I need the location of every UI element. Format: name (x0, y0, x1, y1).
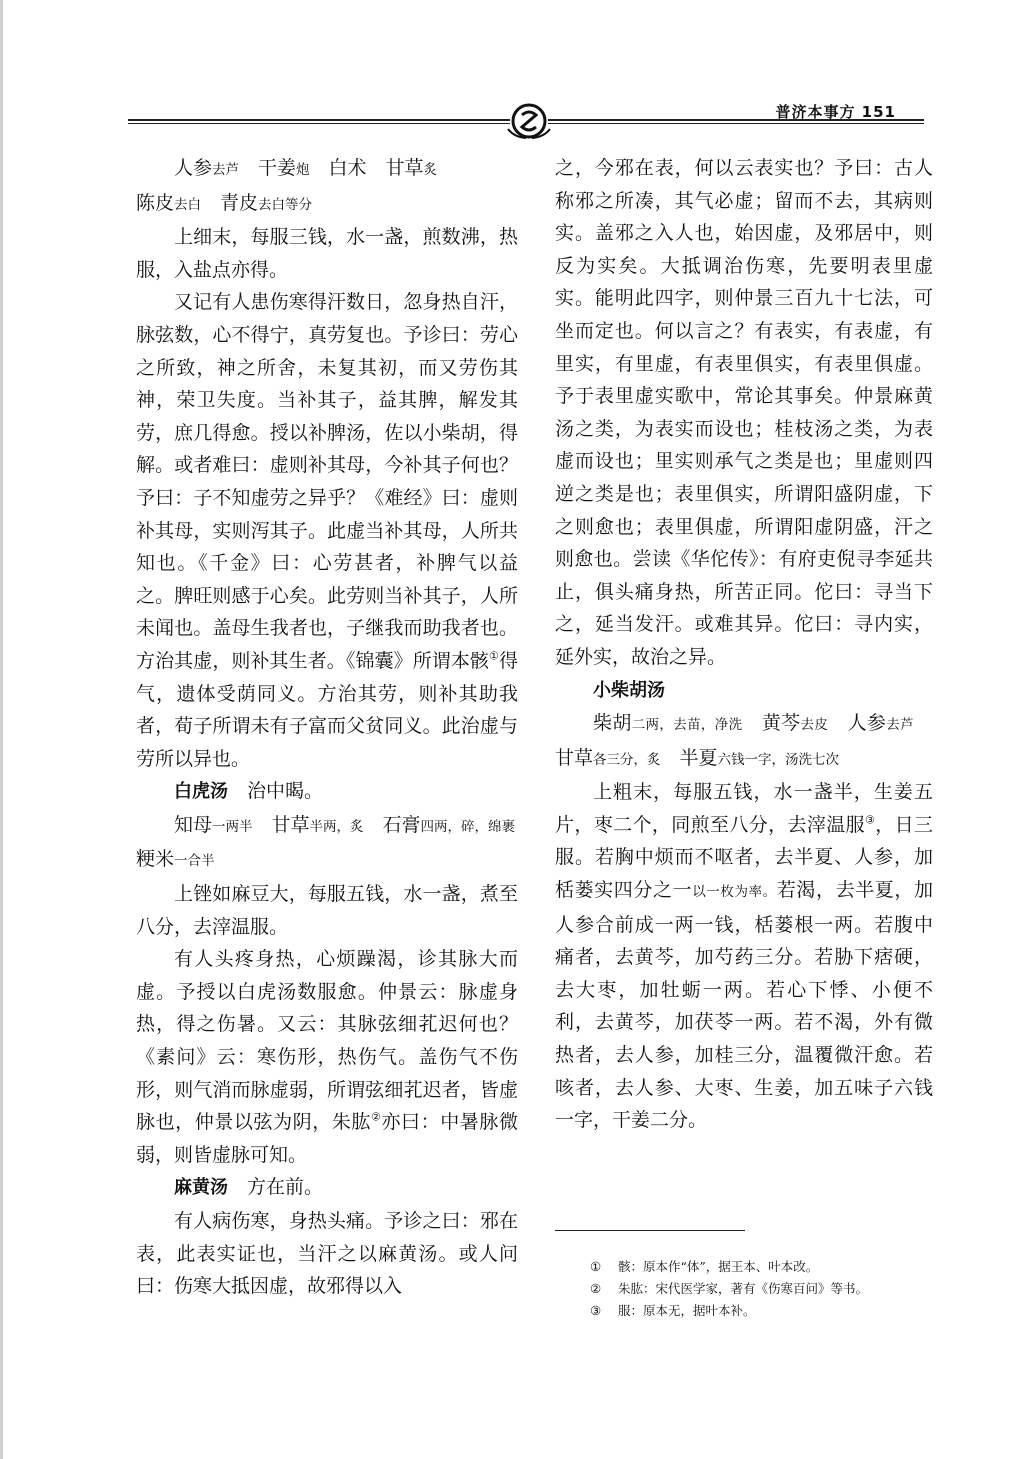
running-header: 普济本事方 151 (775, 103, 896, 121)
case-paragraph: 有人头疼身热，心烦躁渴，诊其脉大而虚。予授以白虎汤数服愈。仲景云：脉虚身热，得之伤暑。又云：其脉弦细芤迟何也？《素问》云：寒伤形，热伤气。盖伤气不伤形，则气消而脉虚弱，所谓弦细芤迟者，皆虚脉也，仲景以弦为阴，朱肱②亦曰：中暑脉微弱，则皆虚脉可知。 (136, 948, 518, 1166)
ingredient-line: 柴胡二两，去苗，净洗 黄芩去皮 人参去芦 甘草各三分，炙 半夏六钱一字，汤洗七次 (555, 712, 933, 769)
ingredient-line: 知母一两半 甘草半两，炙 石膏四两，碎，绵裹 粳米一合半 (136, 813, 535, 871)
recipe-heading: 小柴胡汤 (593, 679, 665, 701)
ingredient-line: 陈皮去白 青皮去白等分 (136, 191, 313, 214)
footnotes (590, 1256, 868, 1322)
left-column (136, 152, 535, 1303)
recipe-heading: 麻黄汤 方在前。 (174, 1176, 324, 1199)
footnote-ref[interactable]: ② (371, 1110, 382, 1124)
header-rule-left (128, 119, 510, 124)
case-paragraph: 又记有人患伤寒得汗数日，忽身热自汗，脉弦数，心不得宁，真劳复也。予诊曰：劳心之所致，神之所舍，未复其初，而又劳伤其神，荣卫失度。当补其子，益其脾，解发其劳，庶几得愈。授以补脾汤，佐以小柴胡，得解。或者难曰：虚则补其母，今补其子何也？予曰：子不知虚劳之异乎？《难经》曰：虚则补其母，实则泻其子。此虚当补其母，人所共知也。《千金》曰：心劳甚者，补脾气以益之。脾旺则感于心矣。此劳则当补其子，人所未闻也。盖母生我者也，子继我而助我者也。方治其虚，则补其生者。《锦囊》所谓本骸①得气，遗体受荫同义。方治其劳，则补其助我者，荀子所谓未有子富而父贫同义。此治虚与劳所以异也。 (136, 291, 518, 770)
preparation-paragraph: 上锉如麻豆大，每服五钱，水一盏，煮至八分，去滓温服。 (136, 883, 518, 938)
recipe-heading: 白虎汤 治中暍。 (174, 780, 324, 803)
publisher-logo-icon (506, 101, 552, 141)
page-edge (0, 0, 3, 1459)
case-paragraph: 之，今邪在表，何以云表实也？予曰：古人称邪之所凑，其气必虚；留而不去，其病则实。盖邪之入人也，始因虚，及邪居中，则反为实矣。大抵调治伤寒，先要明表里虚实。能明此四字，则仲景三百九十七法，可坐而定也。何以言之？有表实，有表虚，有里实，有里虚，有表里俱实，有表里俱虚。予于表里虚实歌中，常论其事矣。仲景麻黄汤之类，为表实而设也；桂枝汤之类，为表虚而设也；里实则承气之类是也；里虚则四逆之类是也；表里俱实，所谓阳盛阴虚，下之则愈也；表里俱虚，所谓阳虚阴盛，汗之则愈也。尝读《华佗传》：有府吏倪寻李延共止，俱头痛身热，所苦正同。佗曰：寻当下之，延当发汗。或难其异。佗曰：寻内实，延外实，故治之异。 (555, 157, 933, 668)
footnote: ② 朱肱：宋代医学家，著有《伤寒百问》等书。 (590, 1281, 869, 1296)
right-column (555, 152, 933, 1137)
preparation-paragraph: 上细末，每服三钱，水一盏，煎数沸，热服，入盐点亦得。 (136, 226, 518, 281)
footnote: ① 骸：原本作“体”，据王本、叶本改。 (590, 1259, 819, 1274)
ingredient-line: 人参去芦 干姜炮 白术 甘草炙 (174, 157, 438, 179)
footnote-ref[interactable]: ③ (864, 813, 876, 827)
footnote-ref[interactable]: ① (489, 649, 499, 663)
case-paragraph: 有人病伤寒，身热头痛。予诊之曰：邪在表，此表实证也，当汗之以麻黄汤。或人问曰：伤寒大抵因虚，故邪得以入 (136, 1210, 518, 1298)
footnote-divider (555, 1230, 745, 1231)
preparation-paragraph: 上粗末，每服五钱，水一盏半，生姜五片，枣二个，同煎至八分，去滓温服③，日三服。若胸中烦而不呕者，去半夏、人参，加栝蒌实四分之一以一枚为率。若渴，去半夏，加人参合前成一两一钱，栝蒌根一两。若腹中痛者，去黄芩，加芍药三分。若胁下痞硬，去大枣，加牡蛎一两。若心下悸、小便不利，去黄芩，加茯苓一两。若不渴，外有微热者，去人参，加桂三分，温覆微汗愈。若咳者，去人参、大枣、生姜，加五味子六钱一字，干姜二分。 (555, 781, 933, 1132)
footnote: ③ 服：原本无，据叶本补。 (590, 1303, 756, 1318)
